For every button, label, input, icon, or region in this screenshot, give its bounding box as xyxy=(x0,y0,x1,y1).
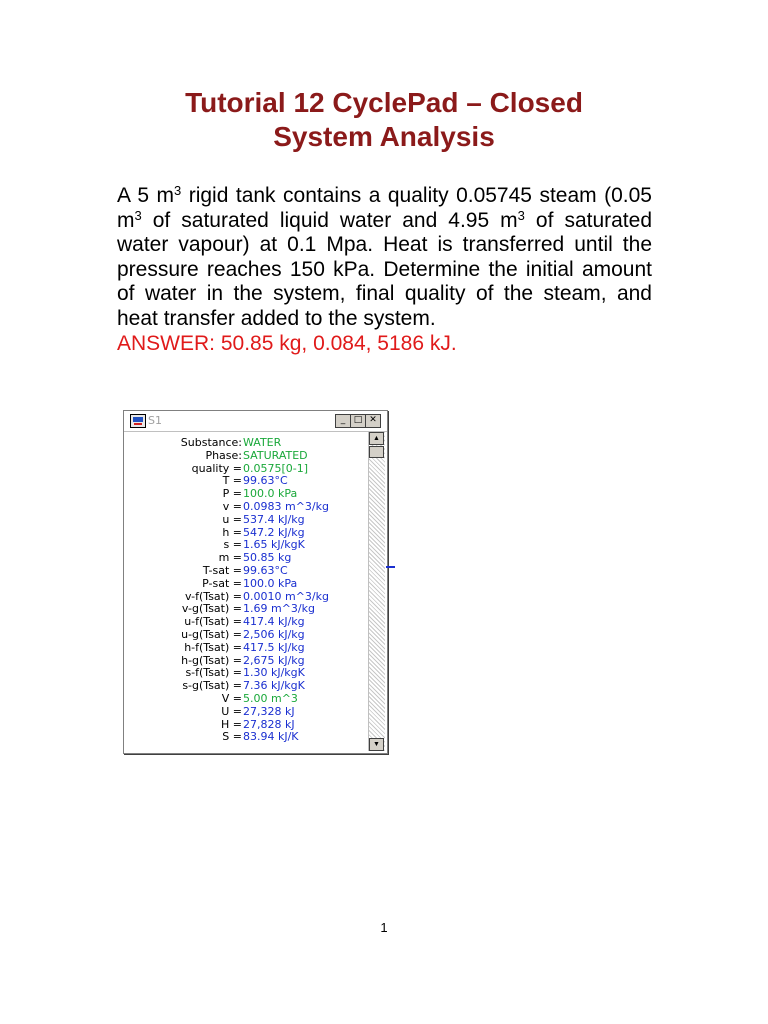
property-value[interactable]: 2,675 kJ/kg xyxy=(243,653,305,667)
property-label: Substance: xyxy=(180,436,242,449)
property-row[interactable] xyxy=(124,513,368,526)
property-row[interactable] xyxy=(124,564,368,577)
property-value[interactable]: 417.4 kJ/kg xyxy=(243,615,305,629)
property-value[interactable]: 99.63°C xyxy=(243,474,288,488)
vertical-scrollbar[interactable] xyxy=(368,432,385,751)
property-row[interactable] xyxy=(124,474,368,487)
property-value[interactable]: 100.0 kPa xyxy=(243,487,298,501)
property-value[interactable]: 537.4 kJ/kg xyxy=(243,512,305,526)
property-label: V = xyxy=(221,692,242,705)
property-value[interactable]: 50.85 kg xyxy=(243,551,292,565)
property-value[interactable]: SATURATED xyxy=(243,448,308,462)
property-row[interactable] xyxy=(124,526,368,539)
property-label: U = xyxy=(221,704,242,718)
property-value[interactable]: 0.0983 m^3/kg xyxy=(243,500,329,513)
property-row[interactable] xyxy=(124,730,368,743)
problem-text-2: rigid tank contains a quality 0.05745 steam (0.05 m xyxy=(117,184,652,232)
answer-text: ANSWER: 50.85 kg, 0.084, 5186 kJ. xyxy=(117,331,457,355)
property-row[interactable] xyxy=(124,500,368,513)
property-row[interactable] xyxy=(124,628,368,641)
scroll-down-button[interactable]: ▼ xyxy=(369,738,384,751)
superscript-3: 3 xyxy=(517,207,525,223)
scroll-thumb[interactable] xyxy=(369,446,384,458)
property-label: S = xyxy=(222,730,242,744)
property-value[interactable]: 1.69 m^3/kg xyxy=(243,602,315,616)
property-value[interactable]: 0.0010 m^3/kg xyxy=(243,589,329,603)
property-value[interactable]: 100.0 kPa xyxy=(243,576,298,590)
property-value[interactable]: 1.65 kJ/kgK xyxy=(243,538,305,552)
superscript-3: 3 xyxy=(134,207,142,223)
property-value[interactable]: 417.5 kJ/kg xyxy=(243,640,305,654)
window-title: S1 xyxy=(148,414,162,427)
property-label: h-f(Tsat) = xyxy=(184,640,242,654)
property-label: quality = xyxy=(191,461,242,475)
maximize-button[interactable]: □ xyxy=(350,414,366,428)
property-label: s-g(Tsat) = xyxy=(182,679,242,693)
property-label: h = xyxy=(222,525,242,539)
problem-text-4: of saturated water vapour) at 0.1 Mpa. Heat is transferred until the pressure reaches 150 kPa. Determine the initial amount of water in the system, final quality of the steam, and heat transfer added to the system. xyxy=(117,208,652,330)
property-label: H = xyxy=(221,717,242,731)
problem-statement xyxy=(117,184,652,356)
minimize-button[interactable]: _ xyxy=(335,414,351,428)
property-label: s = xyxy=(223,538,242,552)
property-row[interactable] xyxy=(124,538,368,551)
property-row[interactable] xyxy=(124,462,368,475)
property-value[interactable]: 7.36 kJ/kgK xyxy=(243,679,305,693)
property-row[interactable] xyxy=(124,551,368,564)
property-row[interactable] xyxy=(124,666,368,679)
property-label: s-f(Tsat) = xyxy=(185,666,242,680)
property-row[interactable] xyxy=(124,602,368,615)
property-row[interactable] xyxy=(124,679,368,692)
property-label: T-sat = xyxy=(202,564,242,577)
document-title xyxy=(100,86,668,154)
property-label: u = xyxy=(222,512,242,526)
property-label: v = xyxy=(222,500,242,513)
property-row[interactable] xyxy=(124,692,368,705)
property-value[interactable]: 2,506 kJ/kg xyxy=(243,628,305,641)
property-value[interactable]: 0.0575[0-1] xyxy=(243,461,309,475)
property-list xyxy=(124,432,368,752)
close-button[interactable]: ✕ xyxy=(365,414,381,428)
property-value[interactable]: 547.2 kJ/kg xyxy=(243,525,305,539)
property-row[interactable] xyxy=(124,577,368,590)
connector-line xyxy=(386,566,395,568)
page-number: 1 xyxy=(380,920,388,935)
property-label: m = xyxy=(218,551,242,565)
title-line-2: System Analysis xyxy=(273,121,495,152)
cyclepad-app-icon xyxy=(130,414,146,428)
property-value[interactable]: 99.63°C xyxy=(243,564,288,577)
property-value[interactable]: 83.94 kJ/K xyxy=(243,730,299,744)
title-line-1: Tutorial 12 CyclePad – Closed xyxy=(185,87,583,118)
property-value[interactable]: 5.00 m^3 xyxy=(243,692,298,705)
property-value[interactable]: WATER xyxy=(243,436,282,449)
property-row[interactable] xyxy=(124,615,368,628)
property-row[interactable] xyxy=(124,449,368,462)
property-row[interactable] xyxy=(124,654,368,667)
window-titlebar[interactable] xyxy=(124,411,387,432)
property-value[interactable]: 27,828 kJ xyxy=(243,717,295,731)
cyclepad-state-window[interactable] xyxy=(123,410,388,754)
problem-text-3: of saturated liquid water and 4.95 m xyxy=(141,208,518,232)
property-label: P-sat = xyxy=(202,576,242,590)
property-row[interactable] xyxy=(124,487,368,500)
property-row[interactable] xyxy=(124,705,368,718)
property-label: P = xyxy=(222,487,242,501)
problem-text-1: A 5 m xyxy=(117,184,174,207)
property-row[interactable] xyxy=(124,641,368,654)
superscript-3: 3 xyxy=(173,183,182,198)
property-label: u-f(Tsat) = xyxy=(184,615,242,629)
property-row[interactable] xyxy=(124,436,368,449)
property-row[interactable] xyxy=(124,718,368,731)
property-value[interactable]: 27,328 kJ xyxy=(243,704,295,718)
property-label: Phase: xyxy=(205,448,242,462)
property-label: h-g(Tsat) = xyxy=(181,653,242,667)
scroll-up-button[interactable]: ▲ xyxy=(369,432,384,445)
property-row[interactable] xyxy=(124,590,368,603)
property-label: v-g(Tsat) = xyxy=(181,602,242,616)
property-value[interactable]: 1.30 kJ/kgK xyxy=(243,666,305,680)
property-label: T = xyxy=(222,474,242,488)
property-label: u-g(Tsat) = xyxy=(181,628,242,641)
property-label: v-f(Tsat) = xyxy=(184,589,242,603)
